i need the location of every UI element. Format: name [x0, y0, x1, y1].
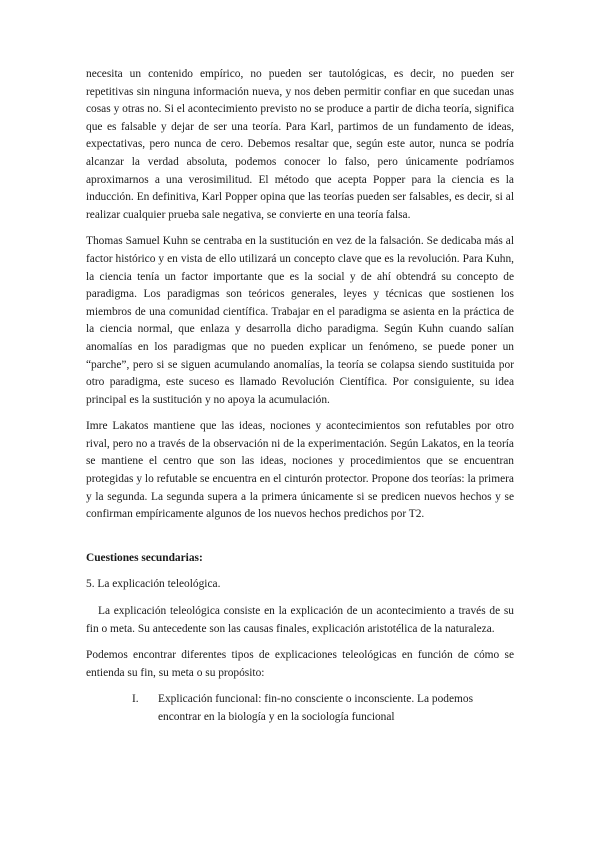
document-page — [86, 66, 514, 727]
paragraph-kuhn: Thomas Samuel Kuhn se centraba en la sustitución en vez de la falsación. Se dedicaba más al factor histórico y en vista de ello utilizará un concepto clave que es la revolución. Para Kuhn, la ciencia tenía un factor importante que es la social y de ahí obtendrá su concepto de paradigma. Los paradigmas son teóricos generales, leyes y técnicas que sostienen los miembros de una comunidad científica. Trabajar en el paradigma se asienta en la práctica de la ciencia normal, que enlaza y desarrolla dicho paradigma. Según Kuhn cuando salían anomalías en los paradigmas que no pueden explicar un fenómeno, se puede poner un “parche”, pero si se siguen acumulando anomalías, la teoría se colapsa siendo sustituida por otro paradigma, este suceso es llamado Revolución Científica. Por consiguiente, su idea principal es la sustitución y no apoya la acumulación. — [86, 235, 514, 406]
list-item-marker: I. — [132, 693, 139, 706]
section-heading: Cuestiones secundarias: — [86, 551, 203, 564]
list-item — [86, 691, 514, 726]
section-subheading: 5. La explicación teleológica. — [86, 578, 221, 591]
section-spacer — [86, 533, 514, 550]
paragraph-teleological-types: Podemos encontrar diferentes tipos de explicaciones teleológicas en función de cómo se entienda su fin, su meta o su propósito: — [86, 649, 514, 679]
types-list — [86, 691, 514, 726]
paragraph-lakatos: Imre Lakatos mantiene que las ideas, nociones y acontecimientos son refutables por otro rival, pero no a través de la observación ni de la experimentación. Según Lakatos, en la teoría se mantiene el centro que son las ideas, nociones y procedimientos que se encuentran protegidas y lo refutable se encuentra en el cinturón protector. Propone dos teorías: la primera y la segunda. La segunda supera a la primera únicamente si se predicen nuevos hechos y se confirman empíricamente algunos de los nuevos hechos predichos por T2. — [86, 420, 514, 521]
paragraph-popper: necesita un contenido empírico, no pueden ser tautológicas, es decir, no pueden ser repetitivas sin ninguna información nueva, y nos deben permitir confiar en que sucedan unas cosas y otras no. Si el acontecimiento previsto no se produce a partir de dicha teoría, significa que es falsable y dejar de ser una teoría. Para Karl, partimos de un fundamento de ideas, expectativas, pero nunca de cero. Debemos resaltar que, según este autor, nunca se podría alcanzar la verdad absoluta, podemos conocer lo falso, pero únicamente podríamos aproximarnos a una verosimilitud. El método que acepta Popper para la ciencia es la inducción. En definitiva, Karl Popper opina que las teorías pueden ser falsables, es decir, si al realizar cualquier prueba sale negativa, se convierte en una teoría falsa. — [86, 68, 514, 221]
list-item-text: Explicación funcional: fin-no consciente o inconsciente. La podemos encontrar en la biología y en la sociología funcional — [158, 693, 474, 723]
paragraph-teleological-definition: La explicación teleológica consiste en la explicación de un acontecimiento a través de su fin o meta. Su antecedente son las causas finales, explicación aristotélica de la naturaleza. — [86, 605, 514, 635]
